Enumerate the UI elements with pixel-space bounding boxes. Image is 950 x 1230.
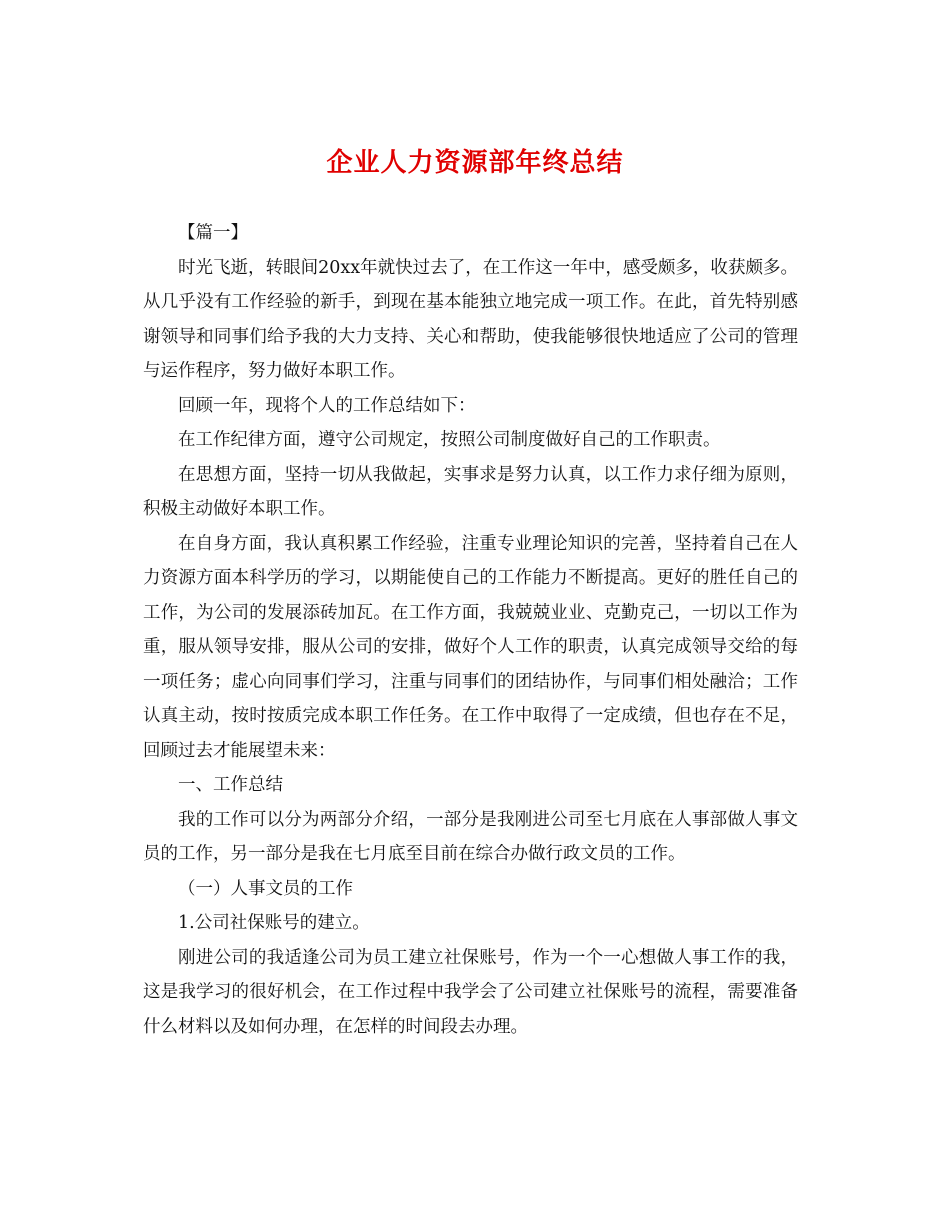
item-heading-social-security: 1.公司社保账号的建立。 <box>178 913 370 933</box>
paragraph-work-parts: 我的工作可以分为两部分介绍，一部分是我刚进公司至七月底在人事部做人事文员的工作，另一部分是我在七月底至目前在综合办做行政文员的工作。 <box>143 809 798 864</box>
document-body <box>143 216 798 1044</box>
paragraph-self: 在自身方面，我认真积累工作经验，注重专业理论知识的完善，坚持着自己在人力资源方面本科学历的学习，以期能使自己的工作能力不断提高。更好的胜任自己的工作，为公司的发展添砖加瓦。在工作方面，我兢兢业业、克勤克己，一切以工作为重，服从领导安排，服从公司的安排，做好个人工作的职责，认真完成领导交给的每一项任务；虚心向同事们学习，注重与同事们的团结协作，与同事们相处融洽；工作认真主动，按时按质完成本职工作任务。在工作中取得了一定成绩，但也存在不足，回顾过去才能展望未来： <box>143 533 798 761</box>
paragraph-intro: 时光飞逝，转眼间20xx年就快过去了，在工作这一年中，感受颇多，收获颇多。从几乎没有工作经验的新手，到现在基本能独立地完成一项工作。在此，首先特别感谢领导和同事们给予我的大力支持、关心和帮助，使我能够很快地适应了公司的管理与运作程序，努力做好本职工作。 <box>143 257 798 381</box>
document-title: 企业人力资源部年终总结 <box>326 148 624 178</box>
section-heading-part-one: 【篇一】 <box>178 223 248 243</box>
section-heading-work-summary: 一、工作总结 <box>178 775 283 795</box>
paragraph-thinking: 在思想方面，坚持一切从我做起，实事求是努力认真，以工作力求仔细为原则，积极主动做好本职工作。 <box>143 464 798 519</box>
subsection-heading-hr-clerk: （一）人事文员的工作 <box>178 878 353 899</box>
paragraph-review: 回顾一年，现将个人的工作总结如下： <box>178 395 476 416</box>
paragraph-social-security: 刚进公司的我适逢公司为员工建立社保账号，作为一个一心想做人事工作的我，这是我学习的很好机会，在工作过程中我学会了公司建立社保账号的流程，需要准备什么材料以及如何办理，在怎样的时间段去办理。 <box>143 947 798 1037</box>
paragraph-discipline: 在工作纪律方面，遵守公司规定，按照公司制度做好自己的工作职责。 <box>178 430 721 450</box>
